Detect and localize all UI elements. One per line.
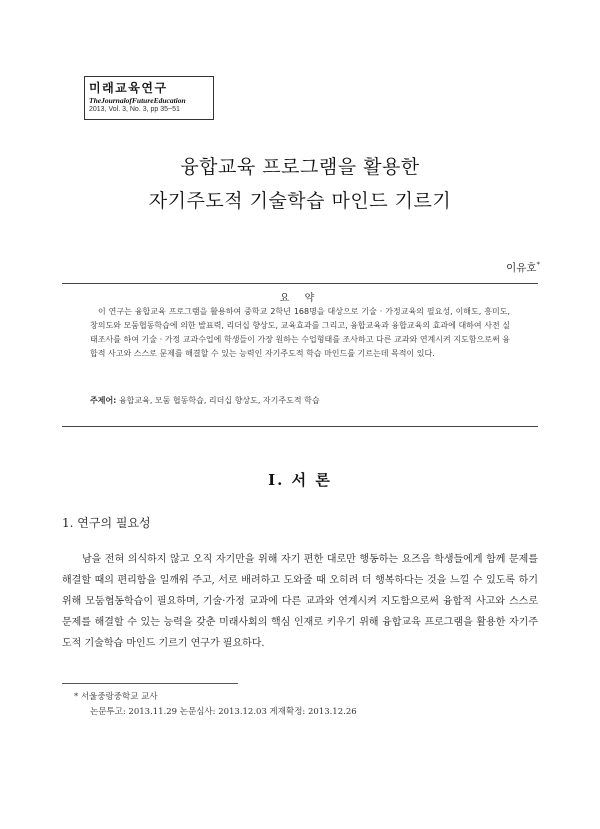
body-paragraph: 남을 전혀 의식하지 않고 오직 자기만을 위해 자기 편한 대로만 행동하는 요즈음 학생들에게 함께 문제를 해결할 때의 편리함을 일깨워 주고, 서로 배려하고 도와줄 때 오히려 더 행복하다는 것을 느낄 수 있도록 하기 위해 모둠협동학습이 필요하며, 기술·가정 교과에 다른 교과와 연계시켜 지도함으로써 융합적 사고와 스스로 문제를 해결할 수 있는 능력을 갖춘 미래사회의 핵심 인재로 키우기 위해 융합교육 프로그램을 활용한 자기주도적 기술학습 마인드 기르기 연구가 필요하다.	[62, 554, 538, 649]
keywords	[90, 395, 320, 406]
author-name: 이유호	[506, 262, 537, 274]
abstract-heading: 요 약	[279, 293, 321, 304]
footnote-dates: 논문투고: 2013.11.29 논문심사: 2013.12.03 게재확정: 2013.12.26	[90, 707, 357, 717]
journal-info-box	[84, 76, 214, 120]
footnote-affiliation: * 서울중랑중학교 교사	[74, 692, 158, 702]
footnote-rule	[62, 683, 238, 684]
abstract-body: 이 연구는 융합교육 프로그램을 활용하여 중학교 2학년 168명을 대상으로 기술 · 가정교육의 필요성, 이해도, 흥미도, 창의도와 모둠협동학습에 의한 발표력, 리더십 향상도, 교육효과를 그리고, 융합교육과 융합교육의 효과에 대하여 사전 실태조사를 하여 기술 · 가정 교과수업에 학생들이 가장 원하는 수업형태를 조사하고 다른 교과와 연계시켜 지도함으로써 융합적 사고와 스스로 문제를 해결할 수 있는 능력인 자기주도적 학습 마인드를 기르는데 목적이 있다.	[90, 307, 510, 358]
journal-name: 미래교육연구	[89, 81, 168, 95]
paper-title-line-1: 융합교육 프로그램을 활용한	[180, 156, 420, 178]
journal-citation: 2013, Vol. 3, No. 3, pp 35~51	[89, 106, 180, 113]
keywords-label: 주제어:	[90, 396, 117, 405]
author	[506, 260, 540, 275]
keywords-list: 융합교육, 모둠 협동학습, 리더십 향상도, 자기주도적 학습	[118, 396, 320, 405]
journal-english-name: TheJournalofFutureEducation	[89, 96, 186, 105]
author-footnote-mark: *	[536, 260, 540, 269]
abstract-top-rule	[62, 283, 538, 284]
subsection-heading: 1. 연구의 필요성	[62, 516, 151, 530]
abstract-bottom-rule	[62, 426, 538, 427]
section-heading: Ⅰ. 서 론	[268, 471, 332, 489]
paper-title-line-2: 자기주도적 기술학습 마인드 기르기	[148, 190, 452, 212]
